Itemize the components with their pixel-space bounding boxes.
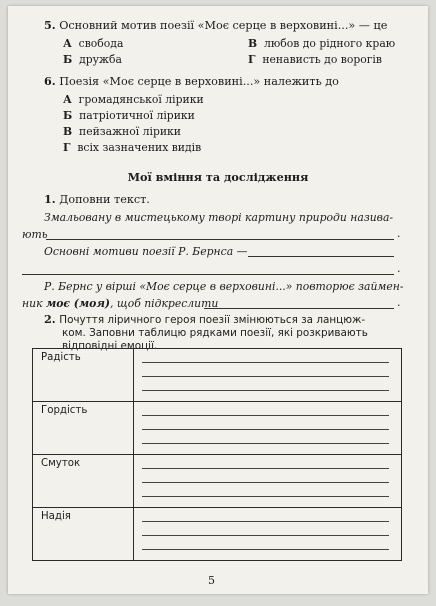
q5-option-h[interactable]: Г ненависть до ворогів [248,53,382,66]
answer-line-1[interactable] [46,239,394,240]
question-6-number: 6. [44,74,56,88]
q5-option-a[interactable]: А свобода [63,37,124,50]
table-row [33,455,402,508]
task-1-line-1: Змальовану в мистецькому творі картину природи назива- [44,211,394,224]
q6-option-a[interactable]: А громадянської лірики [63,93,204,106]
emotions-table [32,348,402,561]
q6-option-v[interactable]: В пейзажної лірики [63,125,182,138]
question-6-text: Поезія «Моє серце в верховині...» належить до [59,75,339,88]
q6-option-b[interactable]: Б патріотичної лірики [63,109,195,122]
page-number: 5 [208,574,215,587]
table-row [33,402,402,455]
question-5-text: Основний мотив поезії «Моє серце в верховині...» — це [59,19,388,32]
task-2-line-1: 2. Почуття ліричного героя поезії змінюються за ланцюж- [44,312,366,326]
question-5 [44,18,387,32]
answer-line-2a[interactable] [248,256,394,257]
task-1-line-2: Основні мотиви поезії Р. Бернса — [44,245,248,258]
table-row [33,508,402,561]
answer-cell-pride[interactable] [134,402,402,455]
task-2-line-2: ком. Заповни таблицю рядками поезії, які розкривають [62,327,368,339]
task-1-line-1-end: ють [22,228,48,241]
q5-option-b[interactable]: Б дружба [63,53,122,66]
row-label-joy: Радість [33,349,134,402]
row-label-sorrow: Смуток [33,455,134,508]
answer-cell-sorrow[interactable] [134,455,402,508]
task-1-heading: 1. Доповни текст. [44,192,150,206]
row-label-hope: Надія [33,508,134,561]
answer-line-2b[interactable] [22,274,394,275]
answer-line-3[interactable] [204,308,394,309]
question-5-number: 5. [44,18,56,32]
q5-option-v[interactable]: В любов до рідного краю [248,37,396,50]
row-label-pride: Гордість [33,402,134,455]
table-row [33,349,402,402]
question-6 [44,74,339,88]
task-1-line-3-end: ник моє (моя), щоб підкреслити [22,297,219,310]
answer-cell-hope[interactable] [134,508,402,561]
workbook-page: 5. Основний мотив поезії «Моє серце в верховині...» — це А свобода Б дружба В любов до рідного краю Г ненависть до ворогів 6. Поезія «Моє серце в верховині...» належить до А громадянської лірики Б патріотичної лірики В пейзажної лірики Г всіх зазначених видів Мої вміння та дослідження 1. Доповни текст. Змальовану в мистецькому творі картину природи назива- ють . Основні мотиви поезії Р. Бернса — . Р. Бернс у вірші «Моє серце в верховині...» повторює займен- ник моє (моя), щоб підкреслити . 2. Почуття ліричного героя поезії змінюються за ланцюж- ком. Заповни таблицю рядками поезії, які розкривають відповідні емоції. Радість Гордість Смуток Надія 5 [8,6,428,594]
answer-cell-joy[interactable] [134,349,402,402]
task-1-line-3: Р. Бернс у вірші «Моє серце в верховині...» повторює займен- [44,280,404,293]
q6-option-h[interactable]: Г всіх зазначених видів [63,141,202,154]
section-title: Мої вміння та дослідження [127,170,309,184]
task-2-line-3: відповідні емоції. [62,340,158,352]
